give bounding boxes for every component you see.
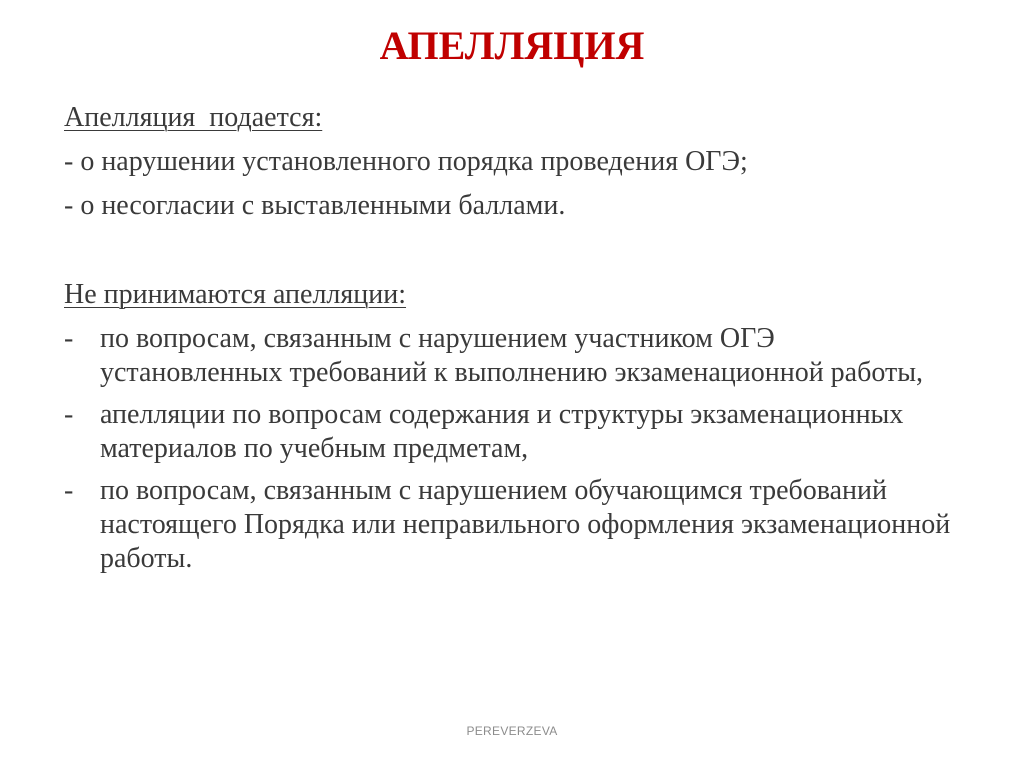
slide-body [64,101,964,584]
slide-title: АПЕЛЛЯЦИЯ [379,23,645,68]
list-item [64,322,964,390]
list-item [64,474,964,576]
list-item-text: по вопросам, связанным с нарушением участником ОГЭ установленных требований к выполнению экзаменационной работы, [100,323,924,388]
section-heading-appeal-filed: Апелляция подается: [64,102,323,133]
list-item-text: апелляции по вопросам содержания и структуры экзаменационных материалов по учебным предметам, [100,399,904,464]
dash-marker: - [64,323,74,354]
spacer [64,233,964,278]
list-item [64,398,964,466]
dash-marker: - [64,399,74,430]
footer-author: PEREVERZEVA [466,724,558,738]
list-item-text: по вопросам, связанным с нарушением обучающимся требований настоящего Порядка или неправильного оформления экзаменационной работы. [100,475,951,574]
dash-marker: - [64,475,74,506]
section-heading-not-accepted: Не принимаются апелляции: [64,279,407,310]
list-item: - о несогласии с выставленными баллами. [64,190,566,221]
list-item: - о нарушении установленного порядка проведения ОГЭ; [64,146,748,177]
